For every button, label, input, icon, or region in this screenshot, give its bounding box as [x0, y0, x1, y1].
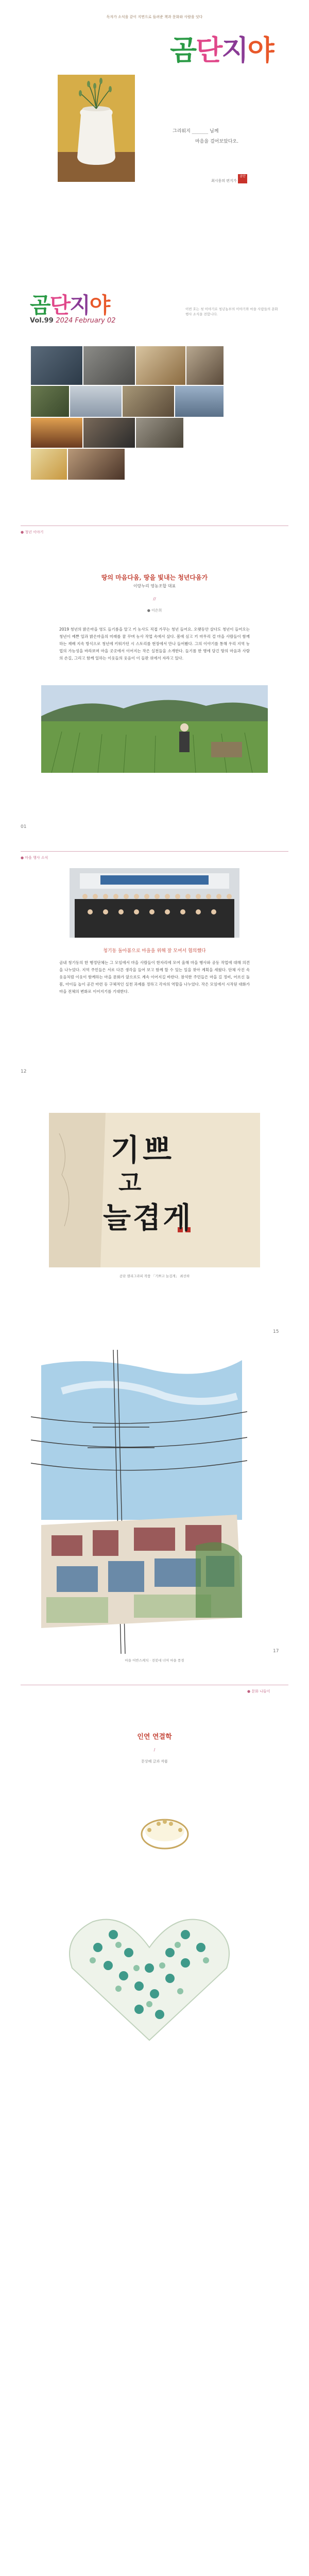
seal-stamp: 곰단 — [238, 174, 247, 183]
poem-credit: 최시웅의 편지가 — [211, 179, 237, 183]
poem-line: 그리워지 _______ 님께 — [173, 129, 219, 134]
article-title: 인연 연결학 — [137, 1733, 172, 1741]
logo-char: 곰 — [30, 293, 50, 318]
collage-photo — [31, 418, 82, 448]
collage-photo — [136, 346, 185, 385]
group-photo — [70, 868, 239, 938]
calligraphy-char: 쁘 — [143, 1132, 175, 1167]
collage-photo — [136, 418, 183, 448]
calligraphy-char: 늘 — [103, 1201, 133, 1235]
masthead-note: 이번 호는 첫 이야기로 청년농부의 이야기와 마을 사람들의 문화 행사 소식을 전합니다. — [185, 307, 278, 316]
article-title: 땅의 마음다움, 땅을 빛내는 청년다움가 — [101, 574, 208, 581]
calligraphy-char: 게 — [163, 1201, 193, 1235]
page-number: 15 — [273, 1329, 279, 1334]
calligraphy-text-bottom — [103, 1195, 193, 1236]
collage-photo — [68, 449, 125, 480]
volume-info — [30, 317, 116, 325]
logo-char: 야 — [247, 34, 273, 66]
calligraphy-text-middle — [118, 1164, 141, 1198]
title-divider: / — [153, 1748, 156, 1752]
logo-char: 곰 — [170, 34, 196, 66]
cover-tagline: 독자가 소식을 같이 지면으로 들려준 책과 문화와 사람을 잇다 — [106, 15, 203, 19]
artwork-photo — [62, 1793, 247, 2576]
calligraphy-char: 겹 — [133, 1201, 163, 1235]
title-divider: // — [153, 597, 156, 601]
article-subtitle: 이랑누리 영농조합 대표 — [133, 584, 176, 588]
logo-char: 지 — [70, 293, 90, 318]
logo-char: 지 — [221, 34, 248, 66]
article-author: 문상혜 글과 작품 — [141, 1759, 168, 1764]
cover-logo — [170, 28, 273, 68]
article-body: 곰내 청기동의 한 행정단체는 그 모임에서 마을 사람들이 한자리에 모여 올해 마을 행사와 공동 작업에 대해 의견을 나누었다. 지역 주민들은 서로 다른 생각을 들어 보고 함께 할 수 있는 일을 찾아 계획을 세웠다. 단체 사진 속 웃음처럼 이웃이 함께하는 마을 문화가 앞으로도 계속 이어지길 바란다. 참석한 주민들은 마을 길 정비, 어르신 돌봄, 아이들 놀이 공간 마련 등 구체적인 실천 과제를 정하고 각자의 역할을 나누었다. 작은 모임에서 시작된 대화가 마을 전체의 변화로 이어지기를 기대한다. — [59, 960, 250, 994]
article-title: 청기동 돌아봄으로 마을을 위해 잘 모여서 협의했다 — [103, 948, 206, 954]
calligraphy-text-top — [111, 1126, 175, 1169]
section-label: ● 청년 이야기 — [21, 530, 44, 534]
section-label: ● 문화 나들이 — [247, 1689, 270, 1693]
page-number: 17 — [273, 1649, 279, 1654]
cover-poem — [162, 126, 265, 147]
page-number: 12 — [21, 1069, 27, 1074]
calligraphy-char: 기 — [111, 1132, 143, 1167]
page-number: 01 — [21, 824, 27, 829]
collage-photo — [83, 346, 135, 385]
volume-number: Vol.99 — [30, 317, 54, 325]
logo-char: 단 — [196, 34, 222, 66]
article-photo-field — [41, 685, 268, 773]
cover-painting — [58, 75, 135, 182]
collage-photo — [31, 346, 82, 385]
logo-char: 단 — [49, 293, 70, 318]
masthead-logo — [30, 289, 109, 319]
urban-sketch — [31, 1350, 247, 1654]
poem-line: 마음을 걸어보았다오. — [195, 139, 238, 144]
article-author: ● 이은희 — [147, 608, 162, 613]
collage-photo — [175, 386, 224, 417]
collage-photo — [83, 418, 135, 448]
collage-photo — [31, 449, 67, 480]
sketch-caption: 마을 어반스케치 · 전봇대 너머 마을 풍경 — [125, 1658, 184, 1663]
calligraphy-caption: 곰단 캘리그라피 작품 「기쁘고 늘겁게」 최선하 — [119, 1274, 190, 1278]
collage-photo — [123, 386, 174, 417]
calligraphy-char: 고 — [118, 1169, 142, 1197]
collage-photo — [186, 346, 224, 385]
section-label: ● 마을 행사 소식 — [21, 856, 48, 860]
issue-date: 2024 February 02 — [56, 317, 116, 325]
collage-photo — [70, 386, 122, 417]
section-divider — [21, 851, 288, 852]
collage-photo — [31, 386, 69, 417]
article-body: 2019 청년의 밝은마을 영도 들기름을 알고 키 농사도 직접 가꾸는 청년 들어요. 오랫동안 살다도 청년이 들어오는 청년이 예쁜 일과 밝은마을의 미래를 꿈 꾸며 농사 작업 속에서 살다. 봄에 심고 키 마무리 걸 마을 사람들이 함께하는 재배 지속 방식으로 청년에 키워가던 시 스토리를 현장에서 만나 들어봤다. 그의 이야기를 통해 우리 지역 농업의 가능성을 바라보며 마을 곳곳에서 이어지는 작은 실천들을 소개한다. 들기름 한 병에 담긴 땅의 마음과 사람의 손길, 그리고 함께 일하는 이웃들의 웃음이 이 들판 위에서 자라고 있다. — [59, 627, 250, 660]
logo-char: 야 — [89, 293, 110, 318]
